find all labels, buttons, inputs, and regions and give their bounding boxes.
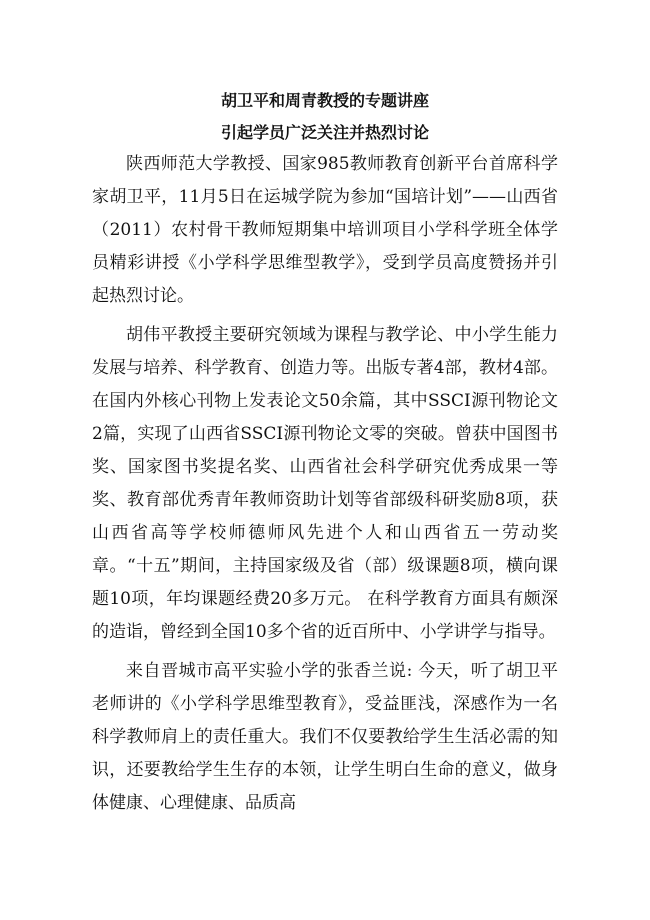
paragraph-intro: 陕西师范大学教授、国家985教师教育创新平台首席科学家胡卫平，11月5日在运城学院为参加“国培计划”——山西省（2011）农村骨干教师短期集中培训项目小学科学班全体学员精彩讲授《小学科学思维型教学》，受到学员高度赞扬并引起热烈讨论。 <box>92 154 558 306</box>
document-body <box>92 86 558 820</box>
paragraph-feedback: 来自晋城市高平实验小学的张香兰说: 今天，听了胡卫平老师讲的《小学科学思维型教育》，受益匪浅，深感作为一名科学教师肩上的责任重大。我们不仅要教给学生生活必需的知识，还要教给学生生存的本领，让学生明白生命的意义，做身体健康、心理健康、品质高 <box>92 661 558 813</box>
document-title-line-2: 引起学员广泛关注并热烈讨论 <box>220 123 429 142</box>
document-title-line-1: 胡卫平和周青教授的专题讲座 <box>220 91 429 110</box>
paragraph-biography: 胡伟平教授主要研究领域为课程与教学论、中小学生能力发展与培养、科学教育、创造力等。出版专著4部，教材4部。在国内外核心刊物上发表论文50余篇，其中SSCI源刊物论文2篇，实现了山西省SSCI源刊物论文零的突破。曾获中国图书奖、国家图书奖提名奖、山西省社会科学研究优秀成果一等奖、教育部优秀青年教师资助计划等省部级科研奖励8项，获山西省高等学校师德师风先进个人和山西省五一劳动奖章。“十五”期间，主持国家级及省（部）级课题8项，横向课题10项，年均课题经费20多万元。 在科学教育方面具有颇深的造诣，曾经到全国10多个省的近百所中、小学讲学与指导。 <box>92 325 558 642</box>
